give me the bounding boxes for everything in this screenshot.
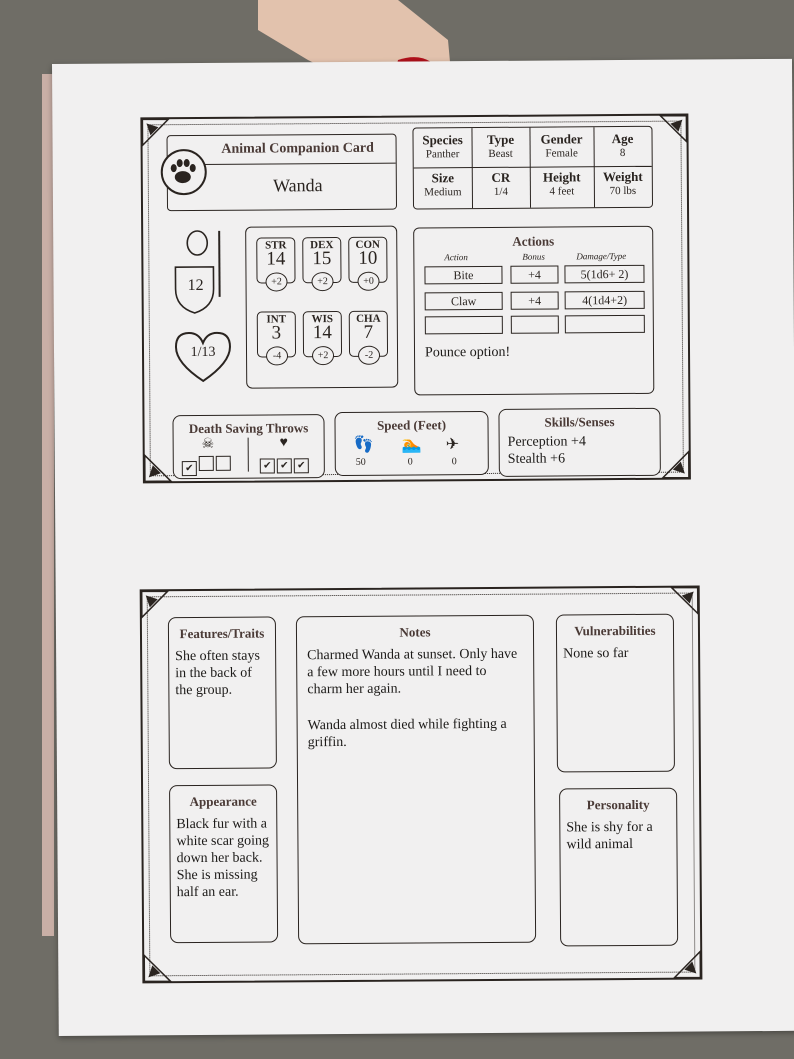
paper-sheet — [52, 59, 794, 1036]
hit-points-value: 1/13 — [190, 344, 216, 361]
weight-cell: Weight 70 lbs — [602, 168, 643, 198]
death-save-failures — [182, 456, 233, 476]
species-cell: Species Panther — [422, 132, 463, 161]
fail-check-3[interactable] — [216, 456, 231, 471]
appearance-box — [169, 784, 278, 943]
death-saves-title: Death Saving Throws — [188, 420, 309, 437]
col-action: Action — [444, 252, 468, 263]
skull-icon: ☠ — [201, 436, 215, 452]
action-row-claw-damage: 4(1d4+2) — [565, 291, 645, 310]
success-check-3[interactable]: ✔ — [294, 458, 309, 473]
features-title: Features/Traits — [179, 625, 265, 642]
fail-check-2[interactable] — [199, 456, 214, 471]
ability-scores-panel — [245, 226, 398, 389]
notes-card-frame — [140, 585, 703, 983]
corner-ornament-icon — [142, 953, 172, 983]
corner-ornament-icon — [670, 585, 700, 615]
personality-box — [559, 788, 678, 947]
speed-panel — [334, 411, 488, 476]
airplane-icon: ✈ — [445, 436, 460, 454]
vulnerabilities-box — [556, 614, 675, 773]
col-damage: Damage/Type — [576, 250, 627, 262]
personality-text: She is shy for a wild animal — [566, 819, 653, 853]
skills-title: Skills/Senses — [544, 414, 615, 430]
swim-icon: 🏊 — [401, 436, 422, 454]
speed-title: Speed (Feet) — [376, 417, 447, 433]
action-row-empty-damage — [565, 315, 645, 334]
stat-str: STR 14 +2 — [256, 237, 295, 283]
actions-title: Actions — [512, 233, 555, 249]
height-cell: Height 4 feet — [542, 169, 581, 198]
heart-small-icon: ♥ — [279, 435, 289, 451]
action-row-bite-name: Bite — [424, 266, 502, 285]
stat-cha: CHA 7 -2 — [349, 311, 388, 357]
cr-cell: CR 1/4 — [491, 169, 511, 198]
notes-box — [296, 615, 536, 945]
skill-stealth: Stealth +6 — [507, 451, 566, 467]
vulnerabilities-text: None so far — [563, 645, 629, 662]
actions-note: Pounce option! — [424, 344, 511, 361]
footprint-icon: 👣 — [353, 436, 374, 454]
notes-paragraph-2: Wanda almost died while fighting a griffin. — [307, 716, 507, 751]
appearance-title: Appearance — [189, 793, 257, 810]
corner-ornament-icon — [140, 589, 170, 619]
gender-cell: Gender Female — [540, 131, 583, 160]
corner-ornament-icon — [661, 450, 691, 480]
knight-shield-icon — [169, 227, 234, 315]
action-row-empty-bonus — [511, 315, 559, 333]
col-bonus: Bonus — [522, 251, 545, 262]
action-row-claw-name: Claw — [425, 292, 503, 311]
action-row-claw-bonus: +4 — [511, 291, 559, 309]
skills-panel — [498, 408, 660, 477]
notes-title: Notes — [399, 624, 431, 640]
speed-walk: 50 — [355, 456, 366, 468]
size-cell: Size Medium — [424, 170, 462, 199]
features-box — [168, 616, 277, 769]
speed-swim: 0 — [407, 456, 413, 468]
personality-title: Personality — [586, 796, 650, 813]
death-save-successes — [260, 455, 311, 473]
speed-fly: 0 — [451, 456, 457, 468]
stat-wis: WIS 14 +2 — [303, 311, 342, 357]
stat-int: INT 3 -4 — [257, 311, 296, 357]
info-grid — [412, 126, 653, 210]
notes-paragraph-1: Charmed Wanda at sunset. Only have a few more hours until I need to charm her again. — [307, 646, 518, 698]
paw-icon — [161, 149, 207, 195]
stat-dex: DEX 15 +2 — [302, 237, 341, 283]
stat-con: CON 10 +0 — [348, 237, 387, 283]
success-check-1[interactable]: ✔ — [260, 458, 275, 473]
armor-class-value: 12 — [187, 276, 204, 295]
companion-card-frame — [140, 114, 691, 484]
companion-name: Wanda — [273, 175, 323, 196]
action-row-empty-name — [425, 316, 503, 335]
corner-ornament-icon — [658, 114, 688, 144]
actions-panel — [413, 226, 654, 396]
action-row-bite-bonus: +4 — [510, 265, 558, 283]
skill-perception: Perception +4 — [507, 434, 586, 450]
action-row-bite-damage: 5(1d6+ 2) — [564, 265, 644, 284]
appearance-text: Black fur with a white scar going down her back. She is missing half an ear. — [176, 816, 270, 901]
vulnerabilities-title: Vulnerabilities — [574, 622, 656, 639]
fail-check-1[interactable]: ✔ — [182, 461, 197, 476]
corner-ornament-icon — [672, 949, 702, 979]
success-check-2[interactable]: ✔ — [277, 458, 292, 473]
type-cell: Type Beast — [486, 131, 515, 160]
features-text: She often stays in the back of the group. — [175, 648, 260, 699]
corner-ornament-icon — [143, 453, 173, 483]
card-title: Animal Companion Card — [221, 140, 374, 157]
death-saves-panel — [172, 414, 324, 479]
age-cell: Age 8 — [611, 130, 634, 160]
